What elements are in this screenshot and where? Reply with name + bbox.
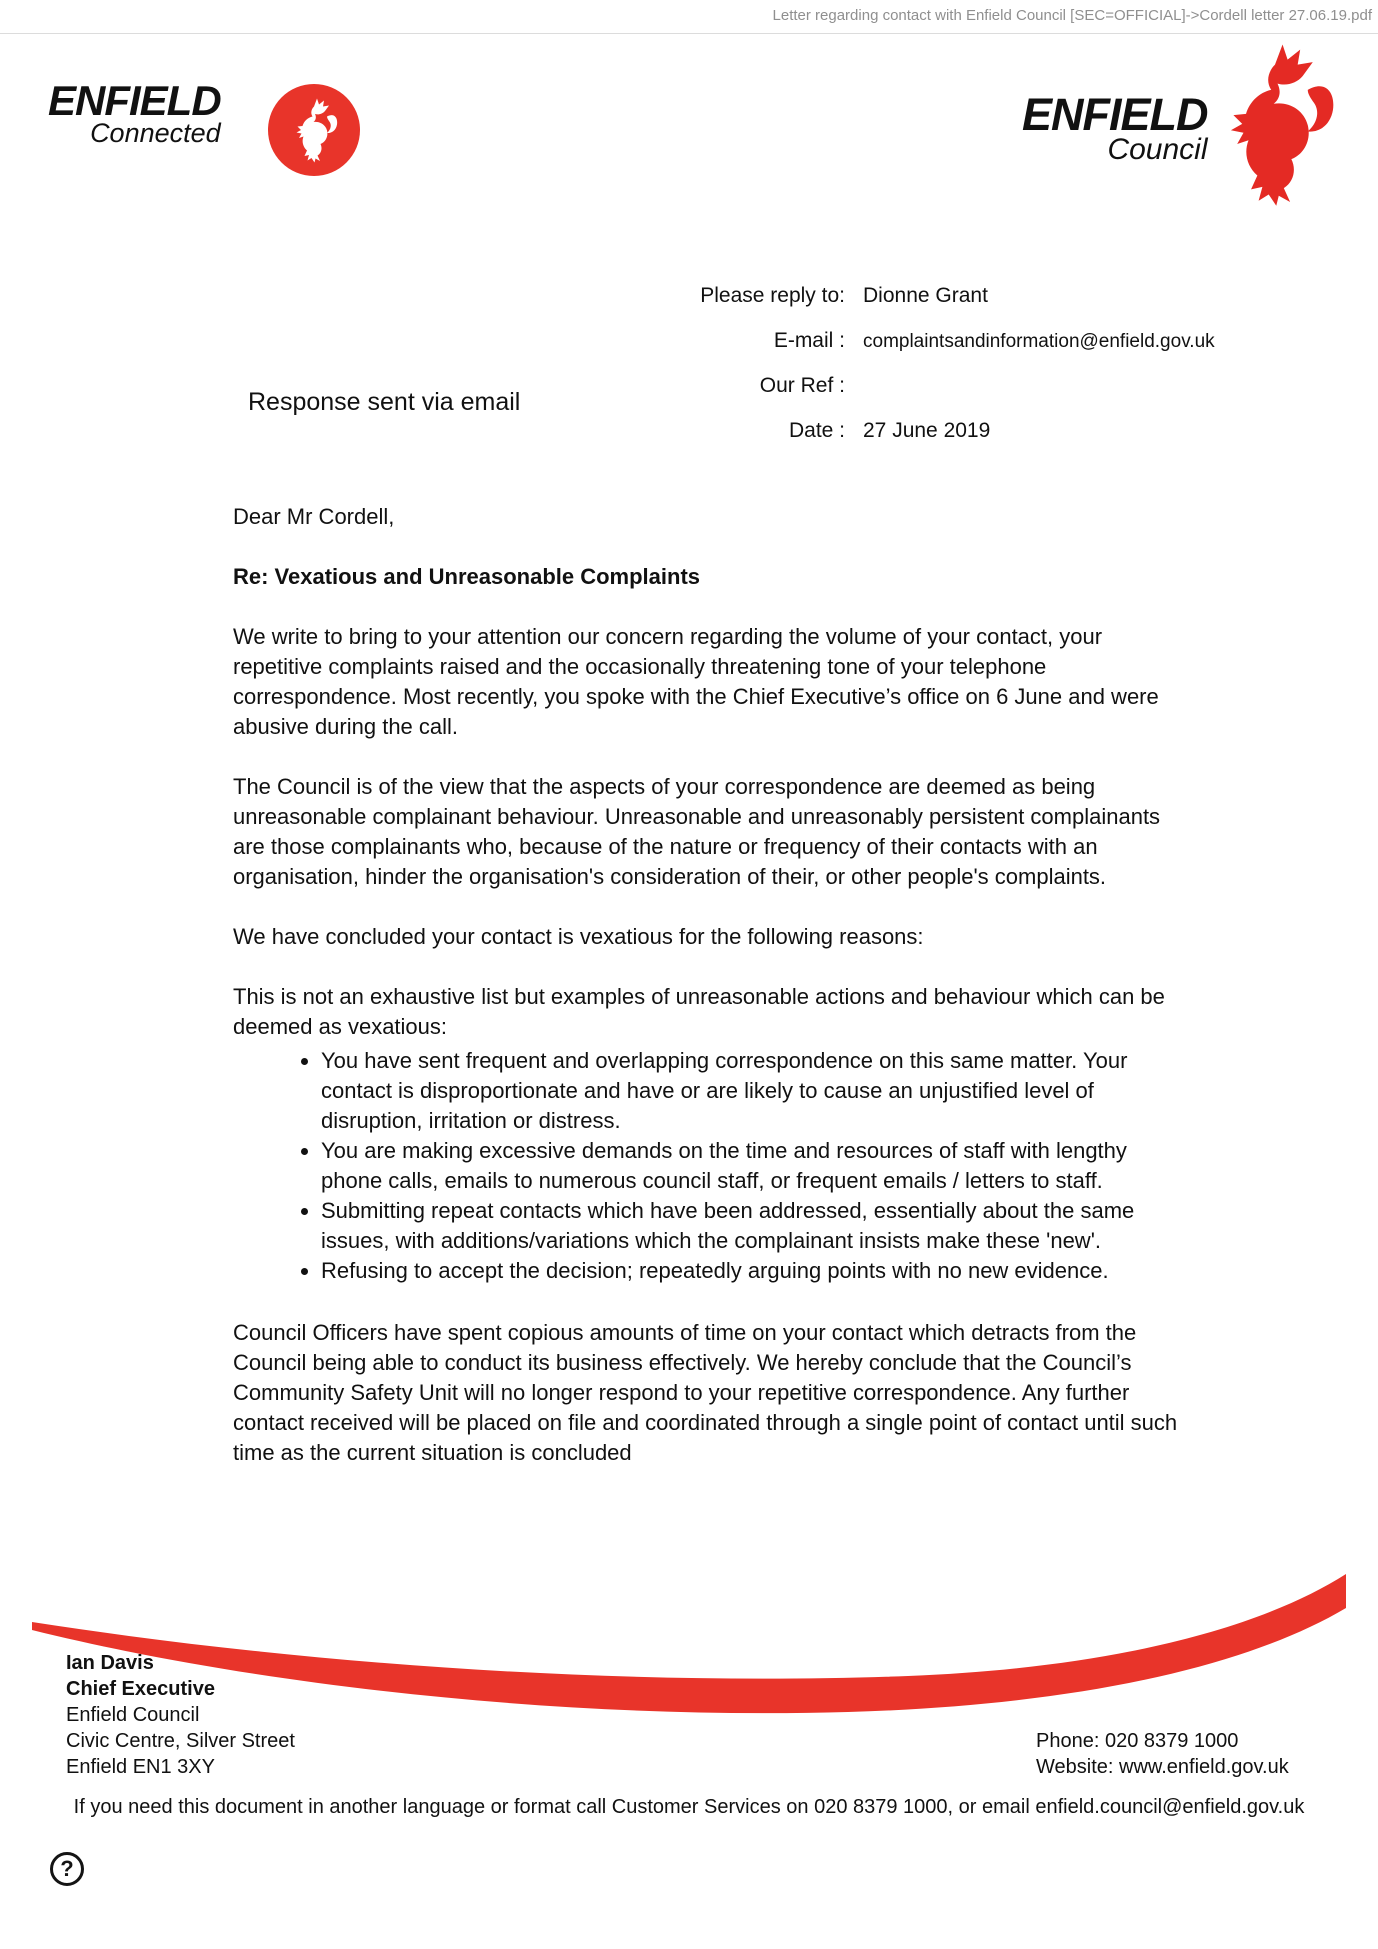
contact-block <box>1036 1728 1289 1780</box>
enfield-connected-logo <box>48 77 221 148</box>
signature-block <box>66 1650 295 1780</box>
logo-left-tagline: Connected <box>90 118 221 148</box>
subject-line: Re: Vexatious and Unreasonable Complaints <box>233 564 701 589</box>
date-value: 27 June 2019 <box>863 419 991 442</box>
reply-to-value: Dionne Grant <box>863 284 988 307</box>
salutation: Dear Mr Cordell, <box>233 504 395 529</box>
signatory-org: Enfield Council <box>66 1704 200 1726</box>
meta-row-our-ref <box>560 374 1300 398</box>
list-item: • Submitting repeat contacts which have been addressed, essentially about the same issues, with additions/variations which the complainant insists make these 'new'. <box>321 1196 1185 1256</box>
list-item: • You are making excessive demands on the time and resources of staff with lengthy phone calls, emails to numerous council staff, or frequent emails / letters to staff. <box>321 1136 1185 1196</box>
titlebar-divider <box>0 33 1378 34</box>
paragraph-4: This is not an exhaustive list but examples of unreasonable actions and behaviour which can be deemed as vexatious: <box>233 984 1165 1039</box>
website-line: Website: www.enfield.gov.uk <box>1036 1756 1289 1778</box>
date-label: Date : <box>788 419 845 442</box>
closing-paragraph: Council Officers have spent copious amounts of time on your contact which detracts from the Council being able to conduct its business effectively. We hereby conclude that the Council’s Community Safety Unit will no longer respond to your repetitive correspondence. Any further contact received will be placed on file and coordinated through a single point of contact until such time as the current situation is concluded <box>233 1320 1178 1465</box>
signatory-name: Ian Davis <box>66 1652 154 1674</box>
language-help-note: If you need this document in another language or format call Customer Services on 020 8379 1000, or email enfield.council@enfield.gov.uk <box>73 1796 1305 1818</box>
meta-row-reply-to <box>560 284 1300 308</box>
letter-body <box>233 502 1185 1468</box>
paragraph-2: The Council is of the view that the aspects of your correspondence are deemed as being unreasonable complainant behaviour. Unreasonable and unreasonably persistent complainants are those complainants who, because of the nature or frequency of their contacts with an organisation, hinder the organisation's consideration of their, or other people's complaints. <box>233 774 1161 889</box>
logo-right-tagline: Council <box>1107 133 1208 166</box>
list-item: • Refusing to accept the decision; repeatedly arguing points with no new evidence. <box>321 1256 1185 1286</box>
email-label: E-mail : <box>773 329 845 352</box>
email-value: complaintsandinformation@enfield.gov.uk <box>863 331 1215 352</box>
paragraph-1: We write to bring to your attention our concern regarding the volume of your contact, your repetitive complaints raised and the occasionally threatening tone of your telephone correspondence. Most recently, you spoke with the Chief Executive’s office on 6 June and were abusive during the call. <box>233 624 1159 739</box>
our-ref-label: Our Ref : <box>759 374 845 397</box>
meta-row-date <box>560 419 1300 443</box>
logo-left-name: ENFIELD <box>48 77 221 124</box>
enfield-beast-roundel-icon <box>268 84 360 176</box>
enfield-beast-icon <box>1212 42 1338 200</box>
vexatious-examples-list <box>233 1046 1185 1286</box>
filename-label: Letter regarding contact with Enfield Council [SEC=OFFICIAL]->Cordell letter 27.06.19.pdf <box>772 7 1372 24</box>
enfield-council-logo <box>1022 89 1208 166</box>
signatory-title: Chief Executive <box>66 1678 215 1700</box>
meta-row-email <box>560 329 1300 353</box>
delivery-note: Response sent via email <box>248 388 521 416</box>
logo-right-name: ENFIELD <box>1022 89 1208 140</box>
list-item: • You have sent frequent and overlapping correspondence on this same matter. Your contact is disproportionate and have or are likely to cause an unjustified level of disruption, irritation or distress. <box>321 1046 1185 1136</box>
question-mark-glyph: ? <box>60 1856 74 1881</box>
address-line-1: Civic Centre, Silver Street <box>66 1730 295 1752</box>
address-line-2: Enfield EN1 3XY <box>66 1756 215 1778</box>
question-mark-icon <box>50 1852 84 1886</box>
phone-line: Phone: 020 8379 1000 <box>1036 1730 1239 1752</box>
paragraph-3: We have concluded your contact is vexatious for the following reasons: <box>233 924 924 949</box>
reply-to-label: Please reply to: <box>700 284 845 307</box>
